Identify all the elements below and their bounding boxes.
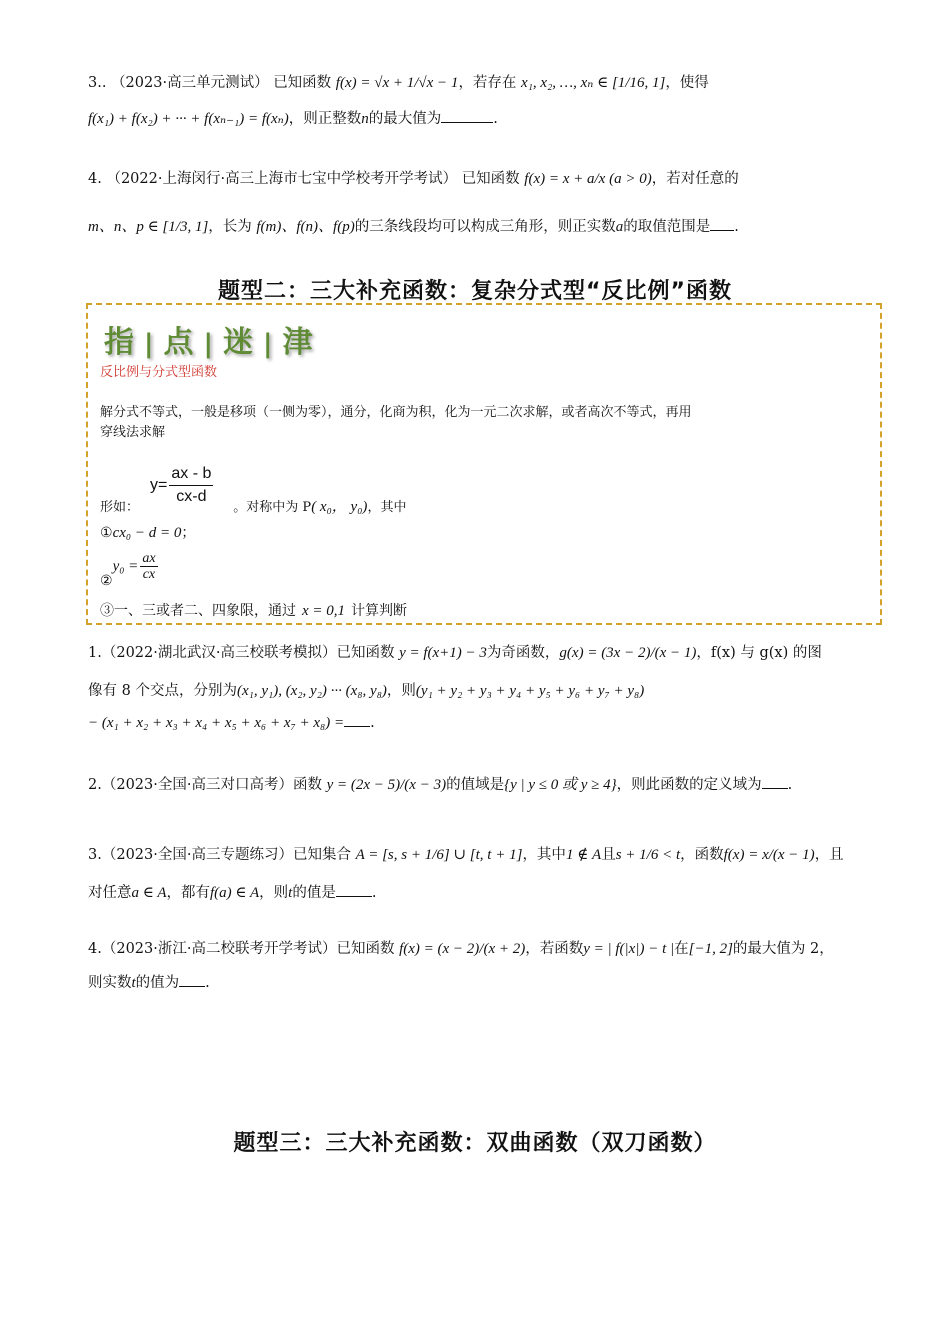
problem-3-line-2: f(x₁) + f(x₂) + ··· + f(xₙ₋₁) = f(xₙ)，则正整数n的最大值为 . (88, 108, 890, 130)
problem-4b-line-2: 则实数t的值为 . (88, 972, 890, 994)
problem-1-line-2: 像有 8 个交点，分别为(x₁, y₁), (x₂, y₂) ··· (x₈, y₈)，则(y₁ + y₂ + y₃ + y₄ + y₅ + y₆ + y₇ + y₈) (88, 683, 645, 699)
problem-1-line-3: − (x₁ + x₂ + x₃ + x₄ + x₅ + x₆ + x₇ + x₈) = . (88, 712, 890, 734)
form-line: 形如： 。对称中为 P( x₀， y₀)，其中 (100, 499, 407, 515)
problem-3b-line-2: 对任意a ∈ A，都有f(a) ∈ A，则t的值是 . (88, 882, 890, 904)
answer-blank[interactable] (179, 972, 205, 987)
section-2-title: 题型二：三大补充函数：复杂分式型“反比例”函数 (218, 279, 732, 304)
problem-source: （2023·浙江·高二校联考开学考试） (101, 941, 337, 957)
tip-paragraph-line-2: 穿线法求解 (100, 425, 166, 440)
tip-box (86, 303, 882, 625)
set-formula: x₁, x₂, …, xₙ ∈ [1/16, 1] (521, 75, 666, 91)
tip-header: 指 | 点 | 迷 | 津 (104, 325, 317, 360)
problem-source: （2023·全国·高三对口高考） (101, 777, 293, 793)
answer-blank[interactable] (762, 774, 788, 789)
tip-item-1: ①cx₀ − d = 0； (100, 525, 196, 541)
problem-1-line-1: 1.（2022·湖北武汉·高三校联考模拟）已知函数 y = f(x+1) − 3为奇函数，g(x) = (3x − 2)/(x − 1)，f(x) 与 g(x) 的图 (88, 645, 822, 661)
answer-blank[interactable] (441, 108, 493, 123)
problem-2-line-1: 2.（2023·全国·高三对口高考）函数 y = (2x − 5)/(x − 3)的值域是{y | y ≤ 0 或 y ≥ 4}，则此函数的定义域为 . (88, 774, 890, 796)
problem-4b-line-1: 4.（2023·浙江·高二校联考开学考试）已知函数 f(x) = (x − 2)/(x + 2)，若函数y = | f(|x|) − t |在[−1, 2]的最大值为 2， (88, 941, 834, 957)
equation-formula: f(x₁) + f(x₂) + ··· + f(xₙ₋₁) = f(xₙ) (88, 111, 289, 127)
function-formula: f(x) = √x + 1/√x − 1 (335, 75, 459, 91)
answer-blank[interactable] (336, 882, 372, 897)
problem-number: 2. (88, 777, 102, 793)
section-3-title: 题型三：三大补充函数：双曲函数（双刀函数） (233, 1131, 717, 1156)
problem-4-line-1: 4. （2022·上海闵行·高三上海市七宝中学校考开学考试） 已知函数 f(x) = x + a/x (a > 0)，若对任意的 (88, 171, 739, 187)
problem-number: 3. (88, 847, 102, 863)
problem-source: （2022·上海闵行·高三上海市七宝中学校考开学考试） (106, 171, 458, 187)
tip-subtitle: 反比例与分式型函数 (100, 365, 218, 380)
problem-3b-line-1: 3.（2023·全国·高三专题练习）已知集合 A = [s, s + 1/6] ∪ [t, t + 1]，其中1 ∉ A且s + 1/6 < t，函数f(x) = x/(x − 1)，且 (88, 847, 844, 863)
problem-4-line-2: m、n、p ∈ [1/3, 1]，长为 f(m)、f(n)、f(p)的三条线段均可以构成三角形，则正实数a的取值范围是 . (88, 216, 890, 238)
function-formula: f(x) = x + a/x (a > 0) (524, 171, 652, 187)
problem-3-line-1: 3.. （2023·高三单元测试） 已知函数 f(x) = √x + 1/√x − 1，若存在 x₁, x₂, …, xₙ ∈ [1/16, 1]，使得 (88, 75, 709, 91)
set-formula: m、n、p ∈ [1/3, 1] (88, 219, 209, 235)
center-point: ( x₀， y₀) (311, 499, 368, 515)
general-form-formula: y= $\frac{ax - b}{cx-d}$ (150, 465, 212, 505)
answer-blank[interactable] (710, 216, 734, 231)
problem-source: （2023·高三单元测试） (111, 75, 269, 91)
problem-source: （2023·全国·高三专题练习） (101, 847, 293, 863)
problem-source: （2022·湖北武汉·高三校联考模拟） (101, 645, 337, 661)
problem-number: 4. (88, 171, 102, 187)
tip-item-3: ③一、三或者二、四象限，通过 x = 0,1 计算判断 (100, 603, 408, 619)
problem-number: 4. (88, 941, 102, 957)
problem-number: 1. (88, 645, 102, 661)
answer-blank[interactable] (344, 712, 370, 727)
tip-item-2: ②y₀ = $\frac{ax}{cx}$ (100, 551, 156, 589)
problem-number: 3.. (88, 75, 107, 91)
tip-paragraph-line-1: 解分式不等式，一般是移项（一侧为零），通分，化商为积，化为一元二次求解，或者高次不等式，再用 (100, 405, 692, 420)
